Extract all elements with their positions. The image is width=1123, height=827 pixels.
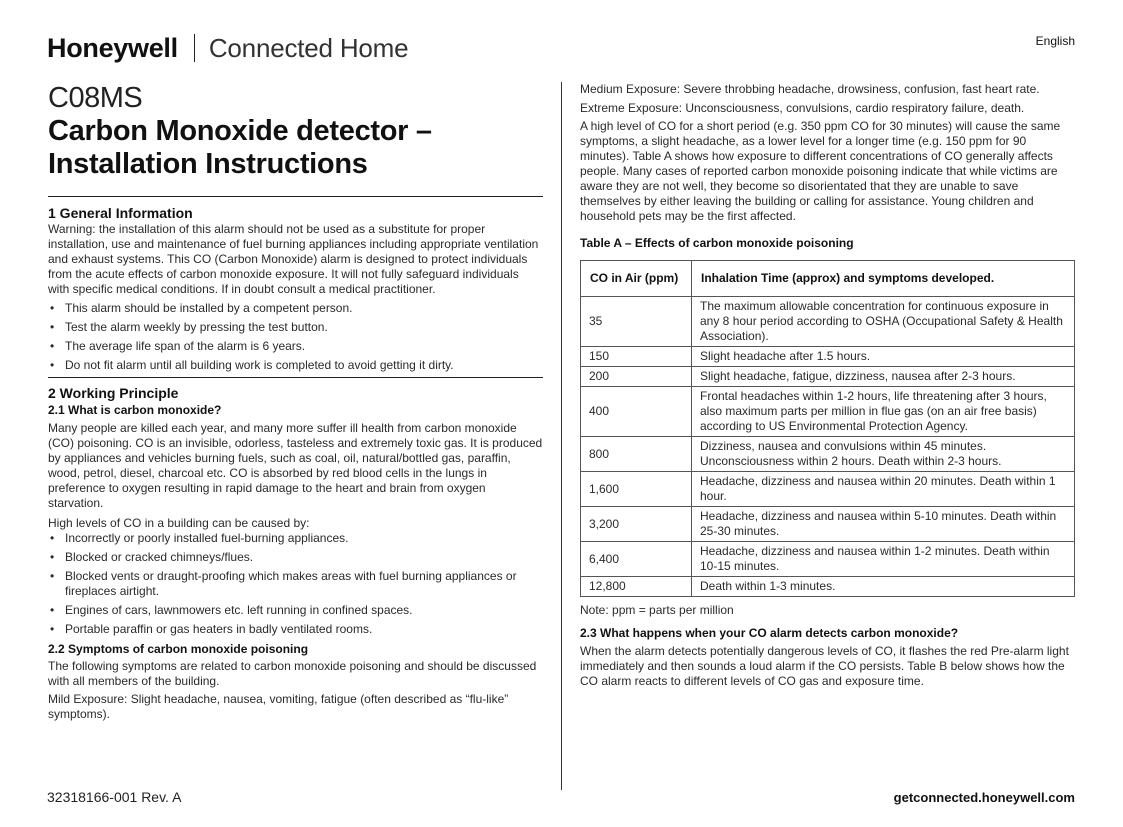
table-cell-ppm: 3,200 <box>581 507 692 542</box>
table-cell-ppm: 400 <box>581 387 692 437</box>
table-header-row <box>581 261 1075 297</box>
brand-subtitle: Connected Home <box>208 32 409 63</box>
section-2-1-bullets <box>48 531 543 637</box>
page-title-line2: Installation Instructions <box>48 148 368 180</box>
table-row <box>581 577 1075 597</box>
language-label: English <box>1035 34 1075 48</box>
table-cell-ppm: 150 <box>581 347 692 367</box>
table-row <box>581 507 1075 542</box>
section-2-2-heading: 2.2 Symptoms of carbon monoxide poisoning <box>48 642 309 656</box>
table-cell-ppm: 1,600 <box>581 472 692 507</box>
table-header-co: CO in Air (ppm) <box>581 261 692 297</box>
section-2-2-para2: A high level of CO for a short period (e.g. 350 ppm CO for 30 minutes) will cause the same symptoms, a slight headache, as a lower level for a longer time (e.g. 150 ppm for 90 minutes). Table A shows how exposure to different concentrations of CO generally affects people. Many cases of reported carbon monoxide poisoning indicate that while victims are aware they are not well, they become so disorientated that they are unable to save themselves by either leaving the building or calling for assistance. Young children and household pets may be the first affected. <box>580 119 1061 223</box>
table-row <box>581 437 1075 472</box>
section-2-1-para2: High levels of CO in a building can be caused by: <box>48 516 310 530</box>
table-cell-symptoms: Death within 1-3 minutes. <box>692 577 1075 597</box>
table-row <box>581 367 1075 387</box>
table-row <box>581 542 1075 577</box>
table-cell-symptoms: Dizziness, nausea and convulsions within 45 minutes. Unconsciousness within 2 hours. Death within 2-3 hours. <box>692 437 1075 472</box>
list-item: • Test the alarm weekly by pressing the test button. <box>48 320 543 335</box>
brand-logo: Honeywell <box>47 32 178 63</box>
table-a-note: Note: ppm = parts per million <box>580 603 734 617</box>
section-1-bullets <box>48 301 543 373</box>
page-header <box>47 30 408 66</box>
section-2-3-para: When the alarm detects potentially dangerous levels of CO, it flashes the red Pre-alarm light immediately and then sounds a loud alarm if the CO persists. Table B below shows how the CO alarm reacts to different levels of CO gas and exposure time. <box>580 644 1069 688</box>
table-cell-symptoms: The maximum allowable concentration for continuous exposure in any 8 hour period according to OSHA (Occupational Safety & Health Association). <box>692 297 1075 347</box>
list-item: • Portable paraffin or gas heaters in badly ventilated rooms. <box>48 622 543 637</box>
list-item: • Engines of cars, lawnmowers etc. left running in confined spaces. <box>48 603 543 618</box>
list-item: • Blocked or cracked chimneys/flues. <box>48 550 543 565</box>
section-2-1-para1: Many people are killed each year, and many more suffer ill health from carbon monoxide (CO) poisoning. CO is an invisible, odorless, tasteless and extremely toxic gas. It is produced by appliances and vehicles burning fuels, such as coal, oil, natural/bottled gas, paraffin, wood, petrol, diesel, charcoal etc. CO is absorbed by red blood cells in the lungs in preference to oxygen resulting in rapid damage to the heart and brain from oxygen starvation. <box>48 421 543 510</box>
brand-separator <box>194 34 195 62</box>
page-title-line1: Carbon Monoxide detector – <box>48 115 432 147</box>
table-cell-symptoms: Headache, dizziness and nausea within 1-2 minutes. Death within 10-15 minutes. <box>692 542 1075 577</box>
list-item: • The average life span of the alarm is 6 years. <box>48 339 543 354</box>
section-2-2-medium: Medium Exposure: Severe throbbing headache, drowsiness, confusion, fast heart rate. <box>580 82 1040 96</box>
table-cell-ppm: 35 <box>581 297 692 347</box>
table-a <box>580 260 1075 597</box>
section-1-warning: Warning: the installation of this alarm should not be used as a substitute for proper installation, use and maintenance of fuel burning appliances including appropriate ventilation and exhaust systems. This CO (Carbon Monoxide) alarm is designed to protect individuals from the acute effects of carbon monoxide exposure. It will not fully safeguard individuals with specific medical conditions. If in doubt consult a medical practitioner. <box>48 222 539 296</box>
list-item: • Incorrectly or poorly installed fuel-burning appliances. <box>48 531 543 546</box>
table-row <box>581 297 1075 347</box>
list-item: • Blocked vents or draught-proofing which makes areas with fuel burning appliances or fireplaces airtight. <box>48 569 543 599</box>
table-a-caption: Table A – Effects of carbon monoxide poisoning <box>580 236 854 250</box>
table-cell-symptoms: Headache, dizziness and nausea within 20 minutes. Death within 1 hour. <box>692 472 1075 507</box>
title-block <box>48 82 543 197</box>
table-cell-ppm: 200 <box>581 367 692 387</box>
document-number: 32318166-001 Rev. A <box>47 789 182 805</box>
table-cell-ppm: 12,800 <box>581 577 692 597</box>
column-divider <box>561 82 562 790</box>
section-2-2-extreme: Extreme Exposure: Unconsciousness, convulsions, cardio respiratory failure, death. <box>580 101 1025 115</box>
section-2-2-para1: The following symptoms are related to carbon monoxide poisoning and should be discussed with all members of the building. <box>48 659 537 688</box>
section-2-heading: 2 Working Principle <box>48 385 179 401</box>
section-divider <box>48 377 543 378</box>
table-row <box>581 347 1075 367</box>
table-header-symptoms: Inhalation Time (approx) and symptoms developed. <box>692 261 1075 297</box>
section-2-2-mild: Mild Exposure: Slight headache, nausea, vomiting, fatigue (often described as “flu-like” symptoms). <box>48 692 509 721</box>
table-cell-ppm: 800 <box>581 437 692 472</box>
table-cell-symptoms: Slight headache after 1.5 hours. <box>692 347 1075 367</box>
section-1-heading: 1 General Information <box>48 205 193 221</box>
section-2-1-heading: 2.1 What is carbon monoxide? <box>48 403 222 417</box>
right-column <box>580 82 1075 689</box>
left-column <box>48 82 543 722</box>
list-item: • This alarm should be installed by a competent person. <box>48 301 543 316</box>
section-2-3-heading: 2.3 What happens when your CO alarm detects carbon monoxide? <box>580 626 959 640</box>
model-number: C08MS <box>48 82 143 114</box>
table-cell-symptoms: Slight headache, fatigue, dizziness, nausea after 2-3 hours. <box>692 367 1075 387</box>
table-row <box>581 387 1075 437</box>
website-url: getconnected.honeywell.com <box>893 790 1075 805</box>
table-cell-ppm: 6,400 <box>581 542 692 577</box>
list-item: • Do not fit alarm until all building work is completed to avoid getting it dirty. <box>48 358 543 373</box>
table-row <box>581 472 1075 507</box>
table-cell-symptoms: Frontal headaches within 1-2 hours, life threatening after 3 hours, also maximum parts per million in flue gas (on an air free basis) according to US Environmental Protection Agency. <box>692 387 1075 437</box>
table-cell-symptoms: Headache, dizziness and nausea within 5-10 minutes. Death within 25-30 minutes. <box>692 507 1075 542</box>
